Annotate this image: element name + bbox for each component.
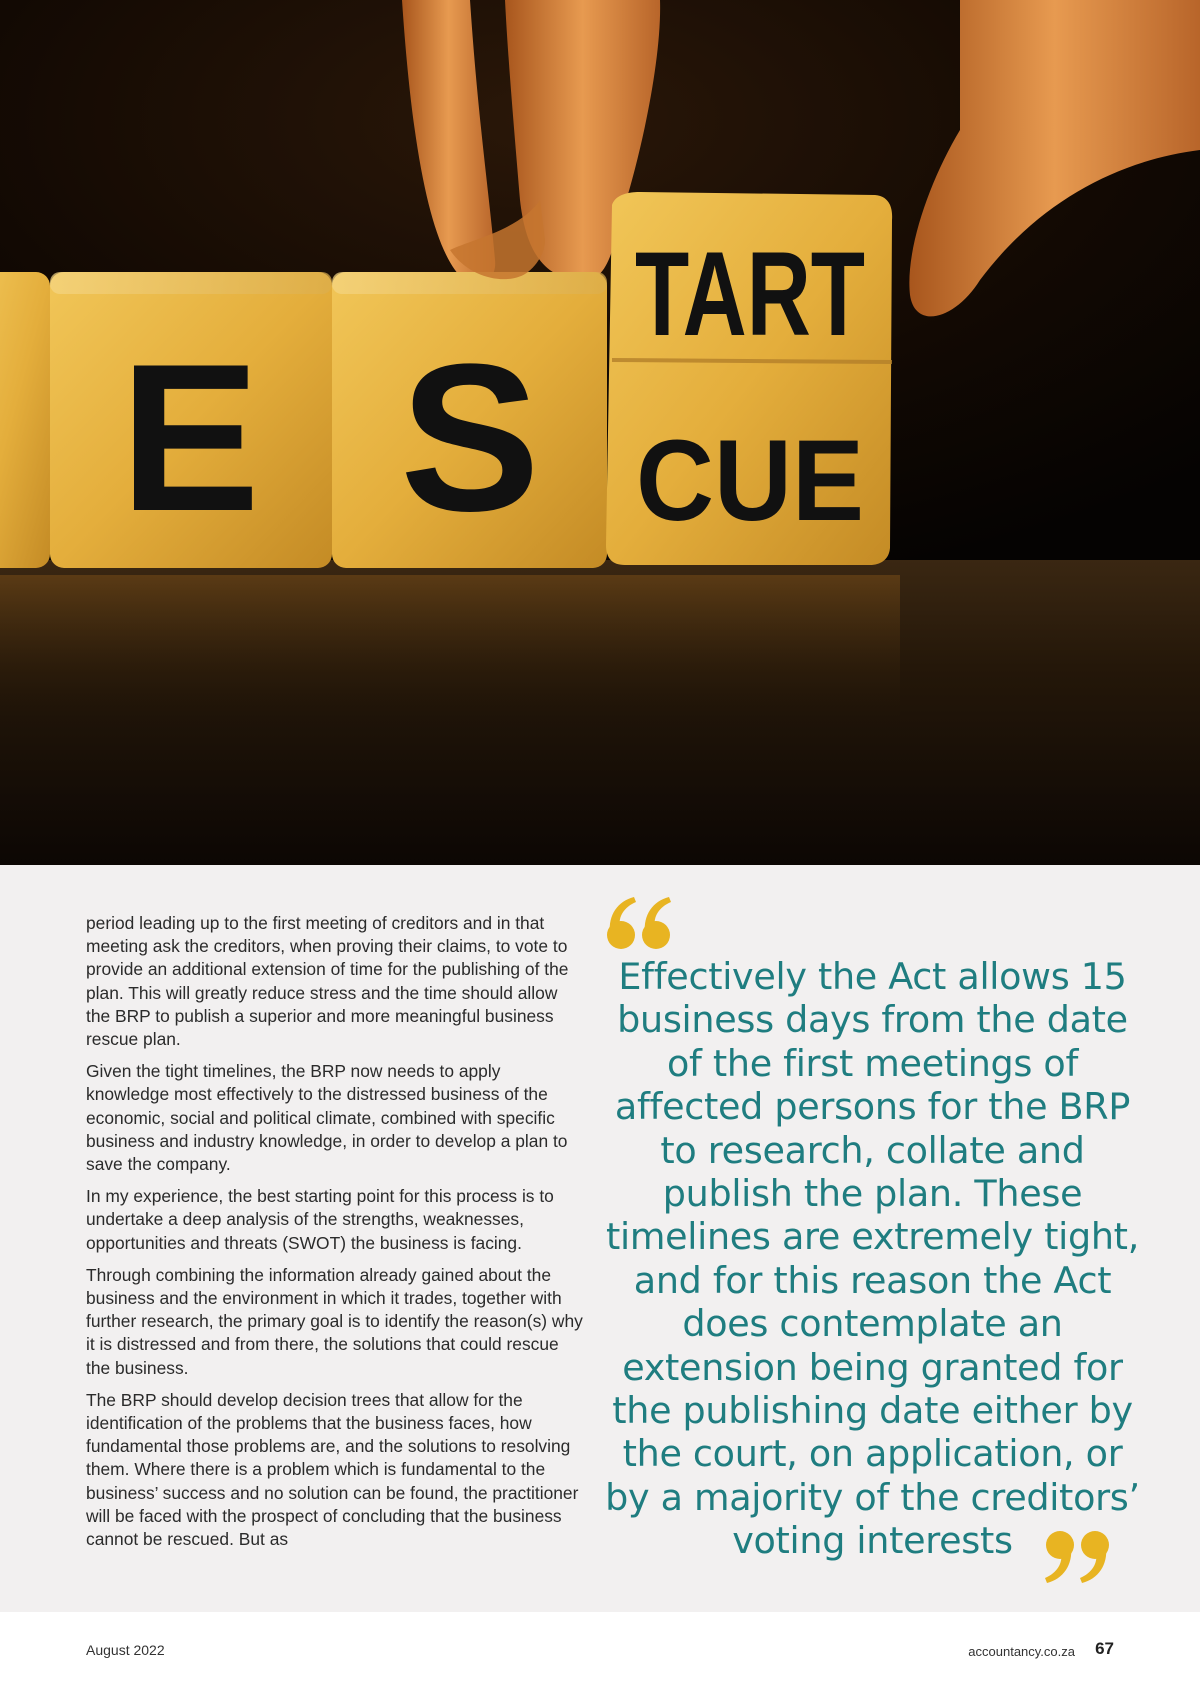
pull-quote [600, 895, 1145, 1585]
pull-quote-text: Effectively the Act allows 15 business days from the date of the first meetings of affected persons for the BRP to research, collate and publish the plan. These timelines are extremely tight, and for this reason the Act does contemplate an extension being granted for the publishing date either by the court, on application, or by a majority of the creditors’ voting interests [605, 955, 1140, 1563]
open-quote-icon [606, 895, 676, 953]
article-paragraph: period leading up to the first meeting of creditors and in that meeting ask the creditors, when proving their claims, to vote to provide an additional extension of time for the publishing of the plan. This will greatly reduce stress and the time should allow the BRP to publish a superior and more meaningful business rescue plan. [86, 913, 569, 1050]
issue-date: August 2022 [86, 1642, 165, 1658]
page-footer [0, 1612, 1200, 1696]
close-quote-icon [1040, 1527, 1110, 1585]
block-letter-s: S [399, 320, 541, 555]
page-number: 67 [1095, 1639, 1114, 1658]
article-paragraph: In my experience, the best starting point for this process is to undertake a deep analysis of the strengths, weaknesses, opportunities and threats (SWOT) the business is facing. [86, 1186, 554, 1253]
block-letters-tart: TART [635, 227, 865, 361]
article-paragraph: Through combining the information already gained about the business and the environment in which it trades, together with further research, the primary goal is to identify the reason(s) why it is distressed and from there, the solutions that could rescue the business. [86, 1264, 583, 1378]
article-body [86, 912, 586, 1560]
block-letter-e: E [119, 320, 261, 555]
article-paragraph: Given the tight timelines, the BRP now needs to apply knowledge most effectively to the distressed business of the economic, social and political climate, combined with specific business and industry knowledge, in order to develop a plan to save the company. [86, 1061, 568, 1175]
article-paragraph: The BRP should develop decision trees that allow for the identification of the problems that the business faces, how fundamental those problems are, and the solutions to resolving them. Where there is a problem which is fundamental to the business’ success and no solution can be found, the practitioner will be faced with the prospect of concluding that the business cannot be rescued. But as [86, 1389, 579, 1550]
website-link[interactable]: accountancy.co.za [968, 1644, 1075, 1659]
block-letters-cue: CUE [636, 417, 864, 545]
